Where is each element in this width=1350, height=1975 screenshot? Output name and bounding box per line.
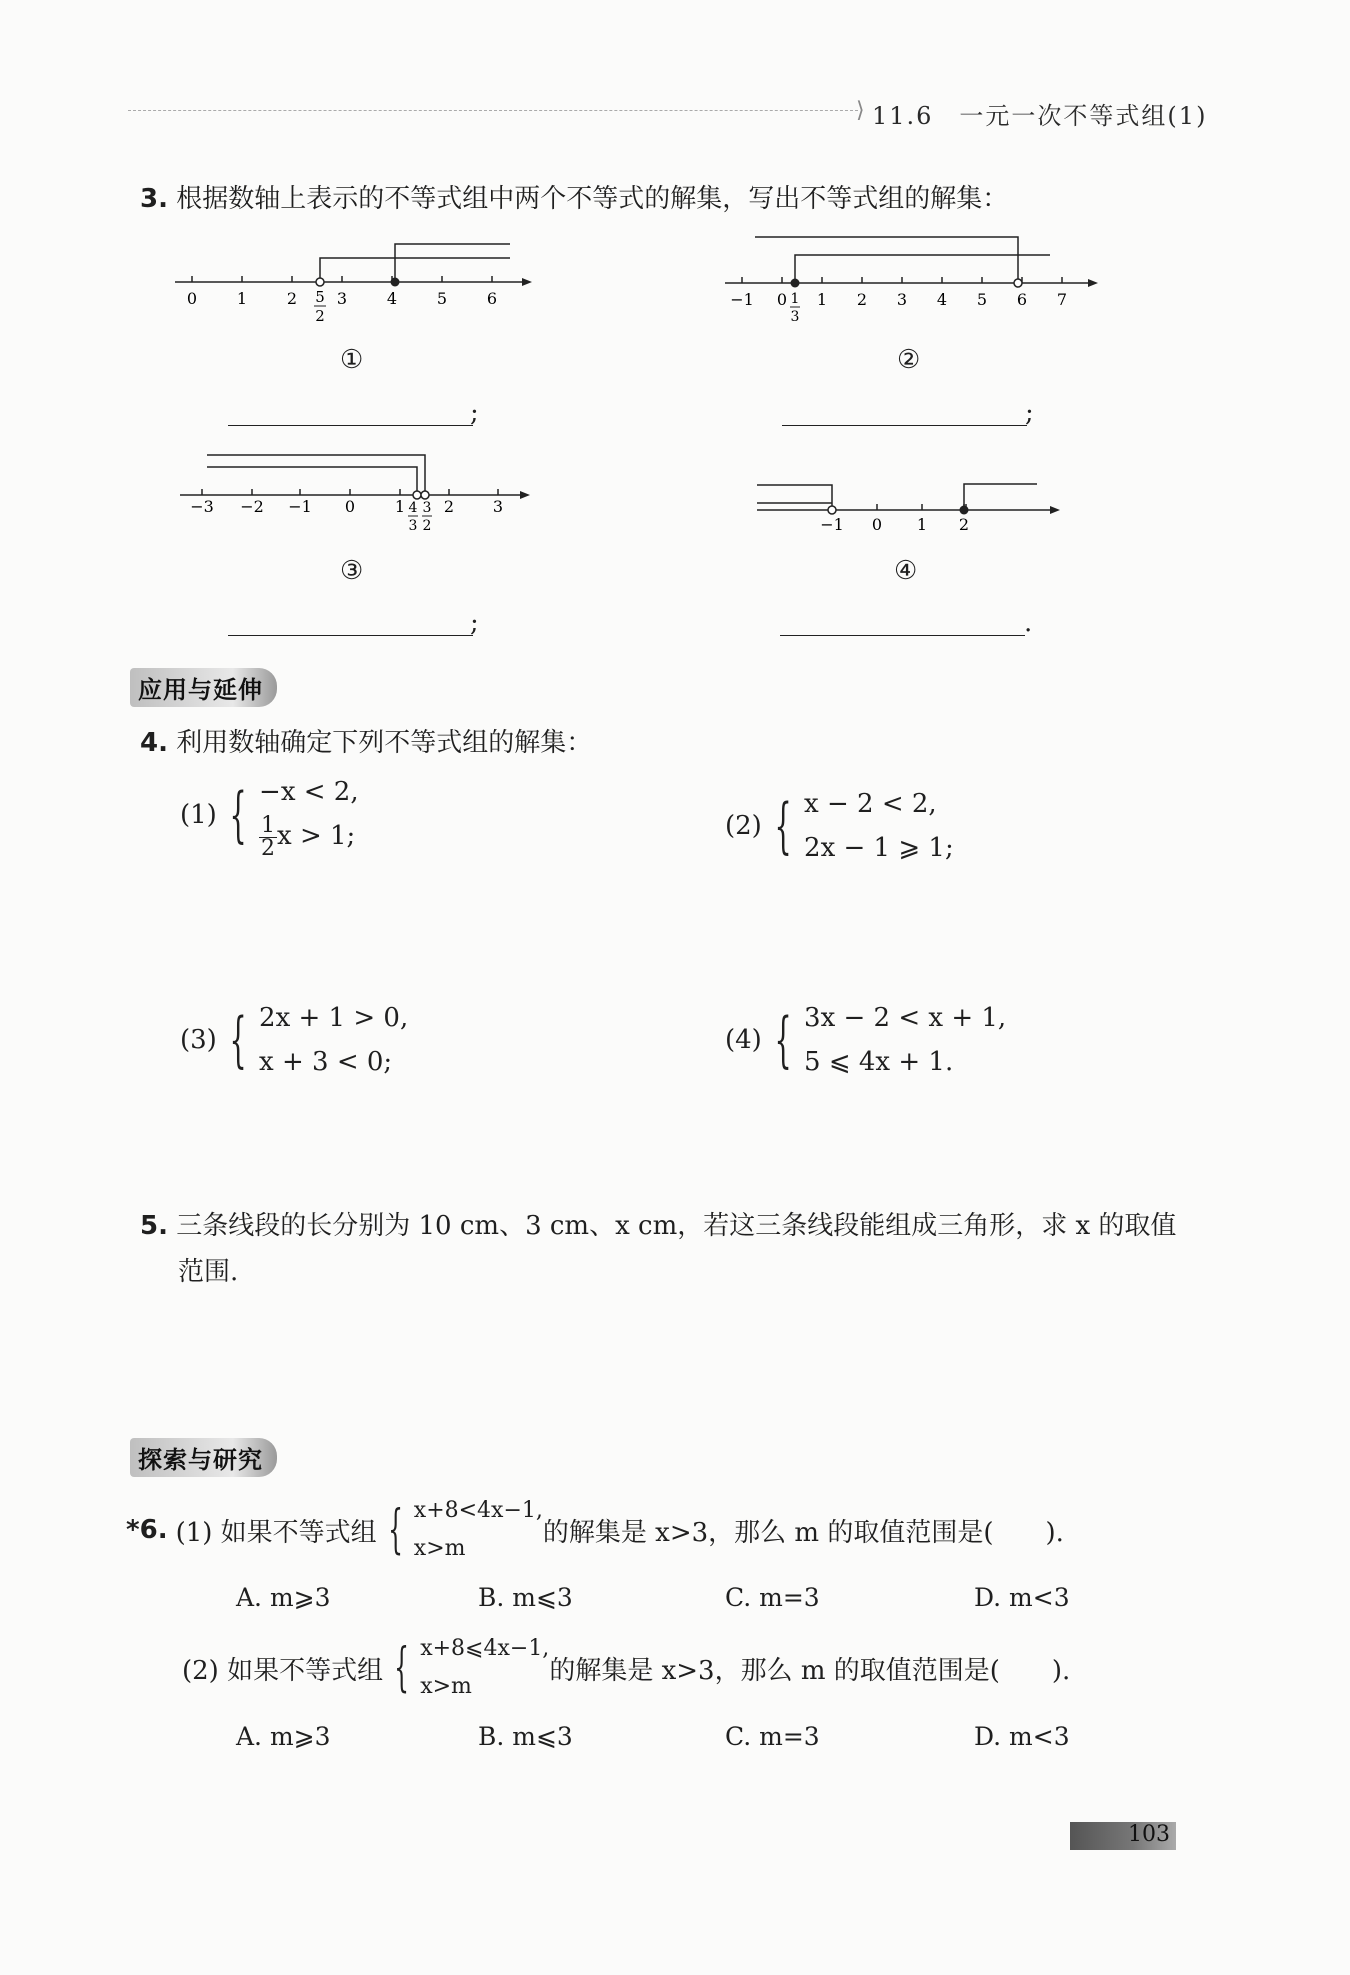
fraction-denominator: 2: [422, 518, 432, 534]
answer-blank-1[interactable]: [228, 424, 473, 426]
fraction-numerator: 5: [315, 288, 325, 306]
figure-label-1: ①: [340, 345, 364, 375]
system-4-2: [725, 782, 954, 870]
system-line: −x < 2,: [259, 777, 359, 807]
part-label: (1): [180, 799, 217, 830]
choice-a[interactable]: A. m⩾3: [236, 1583, 331, 1612]
choice-d[interactable]: D. m<3: [974, 1722, 1070, 1751]
answer-end-1: ;: [470, 398, 479, 428]
tick-label: 1: [394, 497, 406, 516]
tick-label: 3: [336, 289, 348, 308]
fraction: [259, 812, 277, 861]
answer-blank-2[interactable]: [782, 424, 1027, 426]
system-line: 5 ⩽ 4x + 1.: [804, 1047, 954, 1077]
question-text: (1) 如果不等式组: [175, 1517, 377, 1548]
answer-end-3: ;: [470, 608, 479, 638]
system-4-4: [725, 996, 1006, 1084]
brace: {: [774, 1005, 792, 1075]
tick-label: −3: [190, 497, 214, 516]
question-number: *6.: [126, 1515, 168, 1545]
question-5: [140, 1203, 1200, 1295]
fraction-denominator: 2: [315, 307, 325, 325]
part-label: (3): [180, 1025, 217, 1055]
tick-label: 6: [1016, 290, 1028, 309]
tick-label: 2: [958, 515, 970, 534]
section-badge: 应用与延伸: [130, 668, 277, 707]
figure-label-3: ③: [340, 556, 364, 586]
system-line: x+8⩽4x−1,: [420, 1636, 550, 1661]
tick-label: 0: [871, 515, 883, 534]
system-line: 2x + 1 > 0,: [259, 1003, 409, 1033]
fraction-denominator: 3: [408, 518, 418, 534]
answer-end-2: ;: [1025, 398, 1034, 428]
tick-label: 2: [443, 497, 455, 516]
number-line-1: [170, 232, 540, 327]
tick-label: −1: [288, 497, 312, 516]
question-number: 3.: [140, 184, 168, 214]
tick-label: −2: [240, 497, 264, 516]
choice-c[interactable]: C. m=3: [725, 1583, 820, 1612]
system-line: 3x − 2 < x + 1,: [804, 1003, 1007, 1033]
tick-label: 6: [486, 289, 498, 308]
question-text: 根据数轴上表示的不等式组中两个不等式的解集，写出不等式组的解集：: [176, 184, 1009, 214]
tick-label: 4: [386, 289, 398, 308]
tick-label: 0: [776, 290, 788, 309]
question-text-tail: 的解集是 x>3，那么 m 的取值范围是( ).: [549, 1655, 1071, 1686]
system-line: x>m: [413, 1536, 466, 1561]
choice-b[interactable]: B. m⩽3: [478, 1583, 573, 1612]
part-label: (4): [725, 1025, 762, 1055]
choice-b[interactable]: B. m⩽3: [478, 1722, 573, 1751]
system-line: x − 2 < 2,: [804, 789, 937, 819]
header-rule: [128, 110, 858, 111]
tick-label: −1: [820, 515, 844, 534]
tick-label: 5: [436, 289, 448, 308]
tick-label: 4: [936, 290, 948, 309]
number-line-4: [752, 475, 1067, 545]
question-text: 利用数轴确定下列不等式组的解集：: [176, 728, 593, 758]
tick-label: 1: [236, 289, 248, 308]
fraction-numerator: 3: [422, 500, 432, 516]
chevron-right-icon: ⟩: [856, 98, 865, 123]
tick-label: 2: [856, 290, 868, 309]
tick-label: 0: [186, 289, 198, 308]
system-line: x + 3 < 0;: [259, 1047, 393, 1077]
system-4-1: [180, 770, 359, 860]
section-header: 11.6 一元一次不等式组(1): [872, 102, 1208, 130]
page-number: 103: [1128, 1822, 1170, 1847]
question-4: [140, 722, 592, 759]
tick-label: 3: [896, 290, 908, 309]
system-4-3: [180, 996, 408, 1084]
question-6-part-2: [182, 1630, 1070, 1706]
number-line-3: [175, 445, 540, 550]
answer-blank-3[interactable]: [228, 634, 473, 636]
inequality-system: [377, 1492, 543, 1568]
tick-label: 2: [286, 289, 298, 308]
question-text: 三条线段的长分别为 10 cm、3 cm、x cm，若这三条线段能组成三角形，求 x 的取值: [176, 1211, 1177, 1241]
section-badge: 探索与研究: [130, 1438, 277, 1477]
fraction-numerator: 4: [408, 500, 418, 516]
tick-label: 0: [344, 497, 356, 516]
question-text: (2) 如果不等式组: [182, 1655, 384, 1686]
question-number: 5.: [140, 1211, 168, 1241]
figure-label-4: ④: [894, 556, 918, 586]
number-line-2: [720, 225, 1100, 330]
brace: {: [387, 1500, 403, 1560]
answer-end-4: .: [1024, 608, 1033, 638]
tick-label: 5: [976, 290, 988, 309]
brace: {: [229, 779, 247, 850]
inequality-system: [383, 1630, 549, 1706]
answer-blank-4[interactable]: [780, 634, 1025, 636]
choice-a[interactable]: A. m⩾3: [236, 1722, 331, 1751]
part-label: (2): [725, 811, 762, 841]
tick-label: 1: [816, 290, 828, 309]
figure-label-2: ②: [897, 345, 921, 375]
fraction-denominator: 2: [261, 835, 276, 861]
fraction-denominator: 3: [790, 309, 800, 325]
tick-label: 1: [916, 515, 928, 534]
tick-label: 3: [492, 497, 504, 516]
question-3: [140, 178, 1008, 215]
question-6-part-1: [126, 1492, 1064, 1568]
system-line: x>m: [420, 1674, 472, 1699]
system-line: [259, 814, 359, 860]
question-text-tail: 的解集是 x>3，那么 m 的取值范围是( ).: [542, 1517, 1064, 1548]
question-text-continued: 范围.: [178, 1257, 239, 1287]
brace: {: [774, 791, 792, 861]
question-number: 4.: [140, 728, 168, 758]
system-line: 2x − 1 ⩾ 1;: [804, 833, 954, 863]
tick-label: 7: [1056, 290, 1068, 309]
tick-label: −1: [730, 290, 754, 309]
brace: {: [394, 1638, 410, 1698]
fraction-numerator: 1: [261, 812, 276, 838]
fraction-numerator: 1: [790, 291, 800, 307]
choice-c[interactable]: C. m=3: [725, 1722, 820, 1751]
system-line: x+8<4x−1,: [413, 1498, 543, 1523]
choice-d[interactable]: D. m<3: [974, 1583, 1070, 1612]
brace: {: [229, 1005, 247, 1075]
system-line-rest: x > 1;: [277, 821, 356, 851]
